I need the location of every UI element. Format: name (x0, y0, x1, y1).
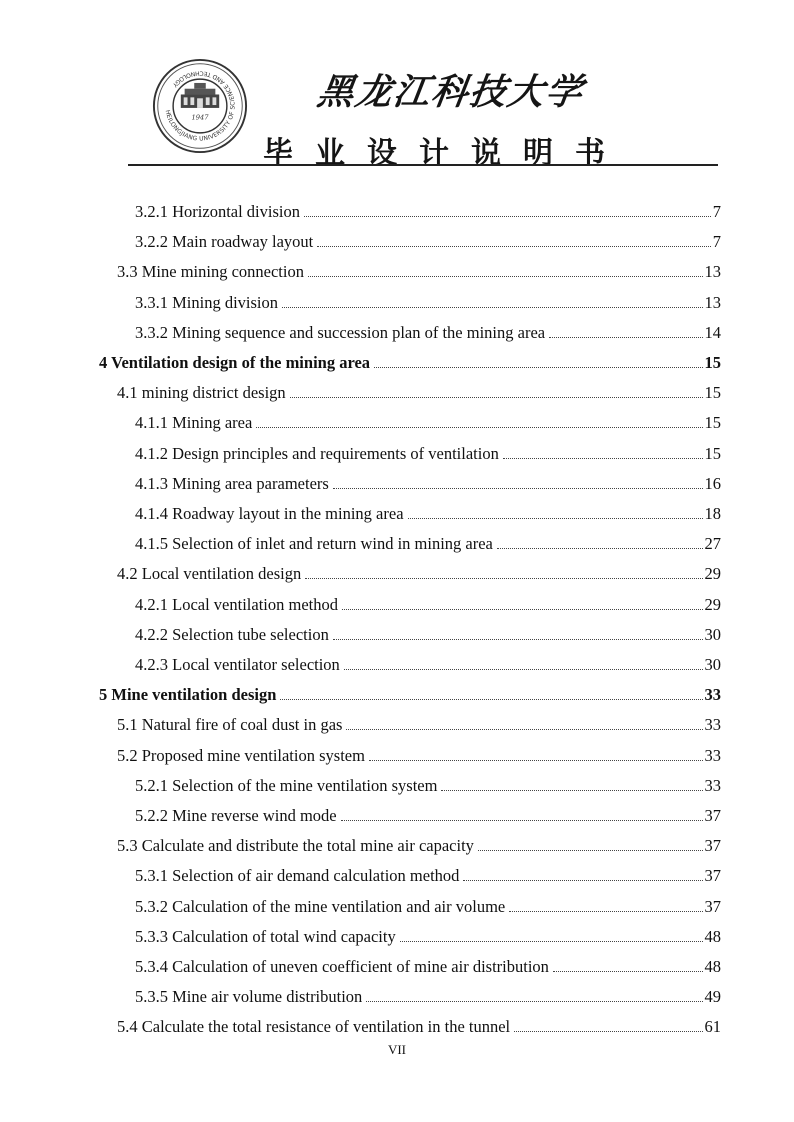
toc-entry-page: 13 (704, 262, 721, 282)
toc-entry[interactable] (135, 440, 721, 464)
toc-entry-label: 5.3.5 Mine air volume distribution (135, 987, 363, 1007)
toc-leader-dots (280, 699, 702, 700)
svg-text:HEILONGJIANG UNIVERSITY OF SCI: HEILONGJIANG UNIVERSITY OF SCIENCE AND TECHNOLOGY (163, 69, 237, 143)
toc-entry-page: 33 (704, 775, 721, 795)
toc-entry-label: 4.1.1 Mining area (135, 413, 253, 433)
toc-leader-dots (333, 639, 703, 640)
toc-leader-dots (369, 760, 703, 761)
toc-entry[interactable] (135, 530, 721, 554)
toc-entry-page: 15 (704, 443, 721, 463)
toc-entry-page: 15 (704, 353, 721, 372)
toc-entry-label: 5.3.3 Calculation of total wind capacity (135, 926, 396, 946)
toc-entry[interactable] (135, 500, 721, 524)
toc-entry-page: 48 (704, 957, 721, 976)
toc-entry[interactable] (135, 862, 721, 886)
toc-entry-label: 4.1.2 Design principles and requirements of ventilation (135, 443, 499, 463)
toc-entry-label: 5.1 Natural fire of coal dust in gas (117, 715, 343, 735)
toc-leader-dots (317, 246, 710, 247)
toc-entry[interactable] (117, 1013, 721, 1037)
toc-entry[interactable] (135, 621, 721, 645)
toc-entry-label: 4.2.3 Local ventilator selection (135, 655, 340, 674)
toc-entry-label: 5.2.1 Selection of the mine ventilation system (135, 775, 438, 795)
toc-leader-dots (282, 307, 702, 308)
toc-leader-dots (256, 427, 702, 428)
toc-entry-page: 16 (704, 473, 721, 493)
toc-entry-page: 29 (704, 594, 721, 614)
toc-entry-page: 37 (704, 896, 721, 916)
toc-entry-label: 5 Mine ventilation design (99, 685, 277, 705)
toc-entry-label: 5.3.1 Selection of air demand calculation method (135, 866, 460, 886)
toc-entry-label: 3.3.1 Mining division (135, 292, 279, 312)
toc-leader-dots (304, 216, 711, 217)
toc-entry-page: 30 (704, 655, 721, 674)
toc-entry-page: 18 (704, 504, 721, 523)
toc-entry[interactable] (117, 711, 721, 735)
toc-entry-label: 4.2 Local ventilation design (117, 564, 302, 584)
toc-entry-page: 37 (704, 806, 721, 825)
toc-leader-dots (553, 971, 703, 972)
toc-leader-dots (342, 609, 703, 610)
toc-entry-label: 5.3 Calculate and distribute the total mine air capacity (117, 836, 474, 856)
toc-entry-page: 33 (704, 685, 721, 705)
toc-leader-dots (290, 397, 703, 398)
toc-leader-dots (374, 367, 702, 368)
toc-entry[interactable] (99, 681, 721, 705)
toc-leader-dots (341, 820, 703, 821)
toc-entry-page: 27 (704, 534, 721, 554)
toc-leader-dots (463, 880, 702, 881)
toc-entry[interactable] (135, 953, 721, 977)
toc-leader-dots (514, 1031, 702, 1032)
svg-text:1947: 1947 (191, 113, 209, 122)
toc-entry-label: 4.1.3 Mining area parameters (135, 473, 329, 493)
toc-entry[interactable] (135, 651, 721, 675)
toc-entry[interactable] (135, 802, 721, 826)
toc-entry[interactable] (135, 893, 721, 917)
toc-leader-dots (333, 488, 703, 489)
toc-leader-dots (400, 941, 703, 942)
toc-entry-page: 7 (712, 232, 721, 252)
toc-entry-label: 4.1.4 Roadway layout in the mining area (135, 504, 404, 523)
toc-entry-label: 5.2 Proposed mine ventilation system (117, 745, 365, 765)
toc-leader-dots (478, 850, 703, 851)
toc-entry[interactable] (135, 319, 721, 343)
toc-entry[interactable] (135, 923, 721, 947)
toc-entry[interactable] (135, 983, 721, 1007)
toc-entry-label: 3.3 Mine mining connection (117, 262, 304, 282)
toc-leader-dots (497, 548, 703, 549)
toc-entry-label: 4.2.1 Local ventilation method (135, 594, 338, 614)
toc-leader-dots (441, 790, 702, 791)
toc-entry-page: 13 (704, 292, 721, 312)
toc-leader-dots (346, 729, 702, 730)
toc-entry-label: 4.1 mining district design (117, 383, 286, 403)
toc-entry-page: 49 (704, 987, 721, 1007)
toc-leader-dots (344, 669, 703, 670)
toc-entry-label: 4.2.2 Selection tube selection (135, 624, 329, 644)
toc-entry[interactable] (135, 198, 721, 222)
toc-entry-label: 5.2.2 Mine reverse wind mode (135, 806, 337, 825)
toc-entry-page: 7 (712, 202, 721, 221)
toc-entry[interactable] (99, 349, 721, 373)
toc-entry-page: 14 (704, 322, 721, 342)
document-title: 毕业设计说明书 (263, 136, 627, 171)
university-name: 黑龙江科技大学 (314, 71, 587, 113)
toc-entry-label: 5.3.2 Calculation of the mine ventilation and air volume (135, 896, 506, 916)
toc-entry-label: 3.3.2 Mining sequence and succession plan of the mining area (135, 322, 546, 342)
toc-entry-page: 37 (704, 836, 721, 856)
toc-entry-label: 5.4 Calculate the total resistance of ventilation in the tunnel (117, 1017, 511, 1037)
toc-leader-dots (408, 518, 703, 519)
toc-entry[interactable] (117, 258, 721, 282)
toc-entry-page: 37 (704, 866, 721, 886)
toc-entry-page: 29 (704, 564, 721, 584)
toc-leader-dots (308, 276, 703, 277)
toc-leader-dots (305, 578, 702, 579)
toc-leader-dots (503, 458, 703, 459)
toc-entry[interactable] (117, 379, 721, 403)
toc-entry-label: 5.3.4 Calculation of uneven coefficient of mine air distribution (135, 957, 549, 976)
document-header (0, 0, 794, 170)
toc-entry-page: 33 (704, 745, 721, 765)
toc-entry-label: 3.2.1 Horizontal division (135, 202, 300, 221)
toc-entry[interactable] (135, 772, 721, 796)
toc-entry-page: 15 (704, 383, 721, 403)
toc-leader-dots (509, 911, 702, 912)
toc-entry-page: 33 (704, 715, 721, 735)
toc-entry[interactable] (135, 591, 721, 615)
toc-entry-page: 30 (704, 624, 721, 644)
toc-entry[interactable] (117, 832, 721, 856)
toc-entry[interactable] (135, 409, 721, 433)
toc-leader-dots (549, 337, 702, 338)
toc-entry[interactable] (117, 560, 721, 584)
page-number: VII (387, 1042, 407, 1057)
toc-entry-label: 4 Ventilation design of the mining area (99, 353, 371, 372)
toc-entry-page: 15 (704, 413, 721, 433)
toc-entry[interactable] (135, 289, 721, 313)
toc-entry[interactable] (117, 742, 721, 766)
toc-entry-label: 3.2.2 Main roadway layout (135, 232, 314, 252)
toc-entry-page: 48 (704, 926, 721, 946)
university-seal-icon (152, 58, 248, 154)
toc-leader-dots (366, 1001, 702, 1002)
toc-entry[interactable] (135, 470, 721, 494)
toc-entry-label: 4.1.5 Selection of inlet and return wind in mining area (135, 534, 493, 554)
toc-entry-page: 61 (704, 1017, 721, 1037)
header-rule (128, 164, 718, 166)
toc-entry[interactable] (135, 228, 721, 252)
